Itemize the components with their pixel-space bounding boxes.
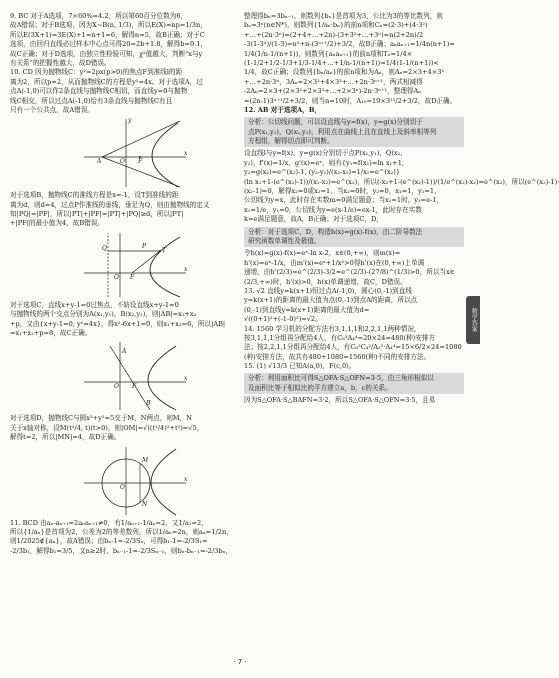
text-line: 11. BCD 由aₙ-aₙ₊₁=2aₙaₙ₊₁≠0，有1/aₙ₊₁-1/aₙ=2，又1/a₁=2， (10, 518, 208, 527)
text-line: 解得t=2，所以|MN|=4，故D正确。 (10, 433, 121, 442)
answer-q11 (10, 519, 238, 557)
parabola-circle-figure (80, 445, 190, 517)
text-line: 则1/2025∉{aₙ}，故A错误；由bₙ-1=-2/3Sₙ，可得b₁-1=-2/3S₁= (10, 537, 208, 546)
text-line: 13. √2 直线y=k(x+1)恒过点A(-1,0)，圆心(0,-1)到直线 (244, 286, 412, 295)
answer-q10-option-b (10, 191, 238, 229)
text-line: 所以E(3X+1)=3E(X)+1=n+1=6，解得n=5，故B正确；对于C (10, 30, 205, 39)
text-line: 离为2，所以p=2，从而抛物线C的方程是y²=4x。对于选项A，过 (10, 77, 203, 86)
text-line: 选项，由回归直线必过样本中心点可得20=2b+1.8，解得b=9.1， (10, 40, 208, 49)
text-line: (x₂-1)=0，解得x₂=0或x₂=1，当x₂=0时，y₂=0，x₁=1，y₁=1， (244, 187, 441, 196)
text-line: +|PF|的最小值为4，故B错误。 (10, 219, 104, 228)
analysis-box-q12-ab (244, 117, 464, 147)
text-line: 对于选项B，抛物线C的准线方程是x=-1，设T到准线的距 (10, 191, 179, 200)
text-line: x₁=1/e，y₁=0，公切线为y=e(x-1/e)=ex-1，此时存在实数 (244, 205, 422, 214)
text-line: 按3,1,1,1分组再分配给4人，有C₆³A₄⁴=20×24=480(种)安排方 (244, 333, 436, 342)
text-line: =x₁+x₂+p=8，故C正确。 (10, 329, 92, 338)
text-line: (2/3,+∞)时，h'(x)>0，h(x)单调递增，故C，D错误。 (244, 277, 407, 286)
text-line: 故A错误；对于B选项，因为X~B(n, 1/3)，所以E(X)=np=1/3n， (10, 21, 207, 30)
answer-q12-ab-solution (244, 149, 559, 224)
label-point-b-c: B (146, 400, 151, 408)
text-line: (0,-1)到直线y=k(x+1)距离的最大值为d= (244, 305, 370, 314)
text-line: -2Aₙ=2×3+(2×3²+2×3³+…+2×3ⁿ)-2n·3ⁿ⁺¹，整理得Aₙ (244, 87, 422, 96)
text-line: 离为d，则d=4，过点P作准线的垂线，垂足为Q，则由抛物线的定义 (10, 200, 210, 209)
text-line: y₂)，f'(x)=1/x，g'(x)=eˣ，则有{y₁=f(x₁)=ln x₁+1, (244, 158, 404, 167)
parabola-figure-a (80, 117, 190, 189)
text-line: 14. 1560 学习机的分配方法有3,1,1,1和2,2,1,1两种情况， (244, 324, 421, 333)
text-line: 法；按2,2,1,1分组再分配给4人，有C₆²C₄²/A₂²·A₄⁴=15×6/2×24=1080 (244, 343, 462, 352)
text-line: (ln x₁+1-(e^(x₂)-1))/(x₁-x₂)=e^(x₂)，所以(-x₂+1-(e^(x₂)-1))/(1/e^(x₂)-x₂)=e^(x₂)，所以(e^(x₂)-1)· (244, 177, 559, 186)
text-line: 设直线l与y=f(x)，y=g(x)分别切于点P(x₁,y₁)，Q(x₂, (244, 149, 403, 158)
text-line: y₂=g(x₂)=e^(x₂)-1, (y₂-y₁)/(x₂-x₁)=1/x₁=e^(x₂)} (244, 168, 401, 177)
text-line: 1/4，故C正确；设数列{bₙ/aₙ}的前n项和为Aₙ，则Aₙ=2×3+4×3² (244, 68, 445, 77)
page-number: · 7 · (233, 658, 247, 666)
answer-q12-cd-q13-q14-q15 (244, 249, 464, 371)
text-line: 令h(x)=g(x)-f(x)=eˣ-ln x-2，x∈(0,+∞)，则m(x)= (244, 249, 401, 258)
text-line: 点P(x₁,y₁)，Q(x₂,y₂)，利用点在曲线上且在直线上及斜率相等列 (248, 127, 437, 136)
text-line: 研究函数单调性及极值。 (248, 236, 321, 245)
label-point-m: M (142, 456, 149, 464)
text-line: 对于选项D，抛物线C与圆x²+y²=5交于M，N两点，则M，N (10, 414, 193, 423)
text-line: 方程组，解得切点即可判断。 (248, 137, 334, 146)
label-x-axis-b: x (184, 265, 188, 273)
label-point-a-c: A (122, 348, 127, 356)
label-x-axis-d: x (184, 475, 188, 483)
text-line: 只有一个公共点，故A错误。 (10, 105, 94, 114)
text-line: 递增，由h'(2/3)=e^(2/3)-3/2≈e^(2/3)-(27/8)^(1/3)>0，所以当x∈ (244, 268, 455, 277)
text-line: 知|PQ|=|PF|，所以|PT|+|PF|=|PT|+|PQ|≥d，所以|PT| (10, 210, 184, 219)
parabola-graph-a (80, 117, 190, 189)
text-line: bₙ=3ⁿ(n∈N*)，则数列{1/aₙ·bₙ}的前n项和Cₙ=(2·3)+(4·3²) (244, 21, 428, 30)
answer-q11-continued (244, 12, 464, 106)
label-point-t: T (162, 246, 167, 254)
label-origin: O (120, 158, 125, 166)
answer-q12-heading: 12. AB 对于选项A，B， (244, 105, 322, 114)
text-line: 有关系"的把握性越大，故D错误。 (10, 58, 111, 67)
label-point-a: A (97, 158, 102, 166)
label-x-axis: x (184, 150, 188, 158)
text-line: +…+(2n·3ⁿ)=(2+4+…+2n)-(3+3²+…+3ⁿ)=n(2+2n)/2 (244, 30, 424, 39)
text-line: +…+2n·3ⁿ，3Aₙ=2×3²+4×3³+…+2n·3ⁿ⁺¹，两式相减得 (244, 77, 423, 86)
answer-q9-q10 (10, 12, 238, 115)
text-line: -2/3b₁，解得b₁=3/5，又n≥2时，bₙ₋₁-1=-2/3Sₙ₋₁，则bₙ-bₙ₋₁=-2/3bₙ， (10, 546, 233, 555)
text-line: -3(1-3ⁿ)/(1-3)=n²+n-(3ⁿ⁺¹/2)+3/2，故B正确；aₙaₙ₊₁=1/4n(n+1)= (244, 40, 455, 49)
text-line: k=e满足题意，故A，B正确；对于选项C，D， (244, 215, 383, 224)
text-line: √((0+1)²+(-1-0)²)=√2。 (244, 315, 322, 324)
label-point-n: N (142, 500, 148, 508)
text-line: 因为S△OFA·S△BAFN=3·2，所以S△OFA·S△OFN=3·5，且易 (244, 396, 436, 405)
text-line: 10. CD 因为抛物线C：y²=2px(p>0)的焦点F到准线l的距 (10, 68, 183, 77)
left-column (10, 12, 238, 556)
text-line: h'(x)=eˣ-1/x，由m'(x)=eˣ+1/x²>0得h'(x)在(0,+∞)上单调 (244, 258, 425, 267)
parabola-graph-c (80, 340, 190, 412)
parabola-circle-graph (80, 445, 190, 517)
answer-q10-option-d (10, 414, 238, 442)
label-focus-b: F (130, 273, 135, 281)
text-line: 故C正确；对于D选项，由独立性检验可知，χ²值越大，判断"x与y (10, 49, 203, 58)
text-line: =(2n-1)3ⁿ⁺¹/2+3/2，则当n=10时，A₁₀=19×3¹¹/2+3/2，故D正确。 (244, 96, 457, 105)
label-focus-c: F (132, 383, 137, 391)
text-line: y=k(x+1)的距离的最大值为点(0,-1)到点A的距离，所以点 (244, 296, 418, 305)
text-line: 及面积比等于相似比的平方建立a，b，c的关系。 (248, 383, 392, 392)
answer-q10-option-c (10, 301, 238, 339)
text-line: 线C相交，所以过点A(-1,0)恰有3条直线与抛物线C有且 (10, 96, 173, 105)
text-line: (种)安排方法，故共有480+1080=1560(种)不同的安排方法。 (244, 352, 431, 361)
text-line: 与抛物线的两个交点分别为A(x₁,y₁)，B(x₂,y₂)，则|AB|=x₁+x₂ (10, 310, 197, 319)
parabola-figure-c (80, 340, 190, 412)
label-point-q: Q (102, 244, 107, 252)
text-line: 15. (1) √13/3 已知A(a,0)，F(c,0)。 (244, 362, 356, 371)
text-line: 点A(-1,0)可以作2条直线与抛物线C相切，而直线y=0与抛物 (10, 87, 188, 96)
label-y-axis: y (128, 117, 132, 125)
text-line: 公切线为y=x，此时存在实数m=0满足题意；当x₂=1时，y₂=e-1， (244, 196, 444, 205)
parabola-figure-b (80, 231, 190, 299)
analysis-box-q12-cd (244, 227, 464, 248)
analysis-box-q15 (244, 373, 464, 394)
subject-side-tab: 数学答案 (466, 296, 480, 344)
text-line: (1-1/2+1/2-1/3+1/3-1/4+…+1/n-1/(n+1))=1/4(1-1/(n+1))< (244, 58, 439, 67)
text-line: 分析：对于选项C，D，构造h(x)=g(x)-f(x)，由二阶导数法 (248, 227, 423, 236)
answer-q15-solution (244, 396, 464, 405)
text-line: 分析：公切线问题，可以设直线与y=f(x)，y=g(x)分别切于 (248, 118, 423, 127)
text-line: 关于x轴对称，设M(t²/4, t)(t>0)，则|OM|=√((t²/4)²+t²)=√5， (10, 423, 204, 432)
label-origin-d: O (120, 483, 125, 491)
text-line: 整理得bₙ=3bₙ₋₁，则数列{bₙ}是首项为3，公比为3的等比数列，则 (244, 12, 443, 20)
label-origin-c: O (114, 383, 119, 391)
label-point-p: P (142, 242, 147, 250)
label-origin-b: O (114, 273, 119, 281)
label-x-axis-c: x (184, 375, 188, 383)
text-line: 1/4(1/n-1/(n+1))，则数列{aₙaₙ₊₁}的前n项和Tₙ=1/4× (244, 49, 413, 58)
label-focus: F (138, 158, 143, 166)
text-line: 9. BC 对于A选项，7×60%=4.2，所以第60百分位数为6， (10, 12, 188, 20)
text-line: 对于选项C，直线x+y-1=0过焦点，不妨设直线x+y-1=0 (10, 300, 179, 309)
text-line: +p，又由{x+y-1=0, y²=4x}，得x²-6x+1=0，则x₁+x₂=6，所以|AB| (10, 319, 226, 328)
parabola-graph-b (80, 231, 190, 299)
text-line: 所以{1/aₙ}是首项为2，公差为2的等差数列，所以1/aₙ=2n，则aₙ=1/2n， (10, 527, 233, 536)
text-line: 分析：利用面积比可得S△OFA·S△OFN=3·5，由三角形相似以 (248, 374, 434, 383)
